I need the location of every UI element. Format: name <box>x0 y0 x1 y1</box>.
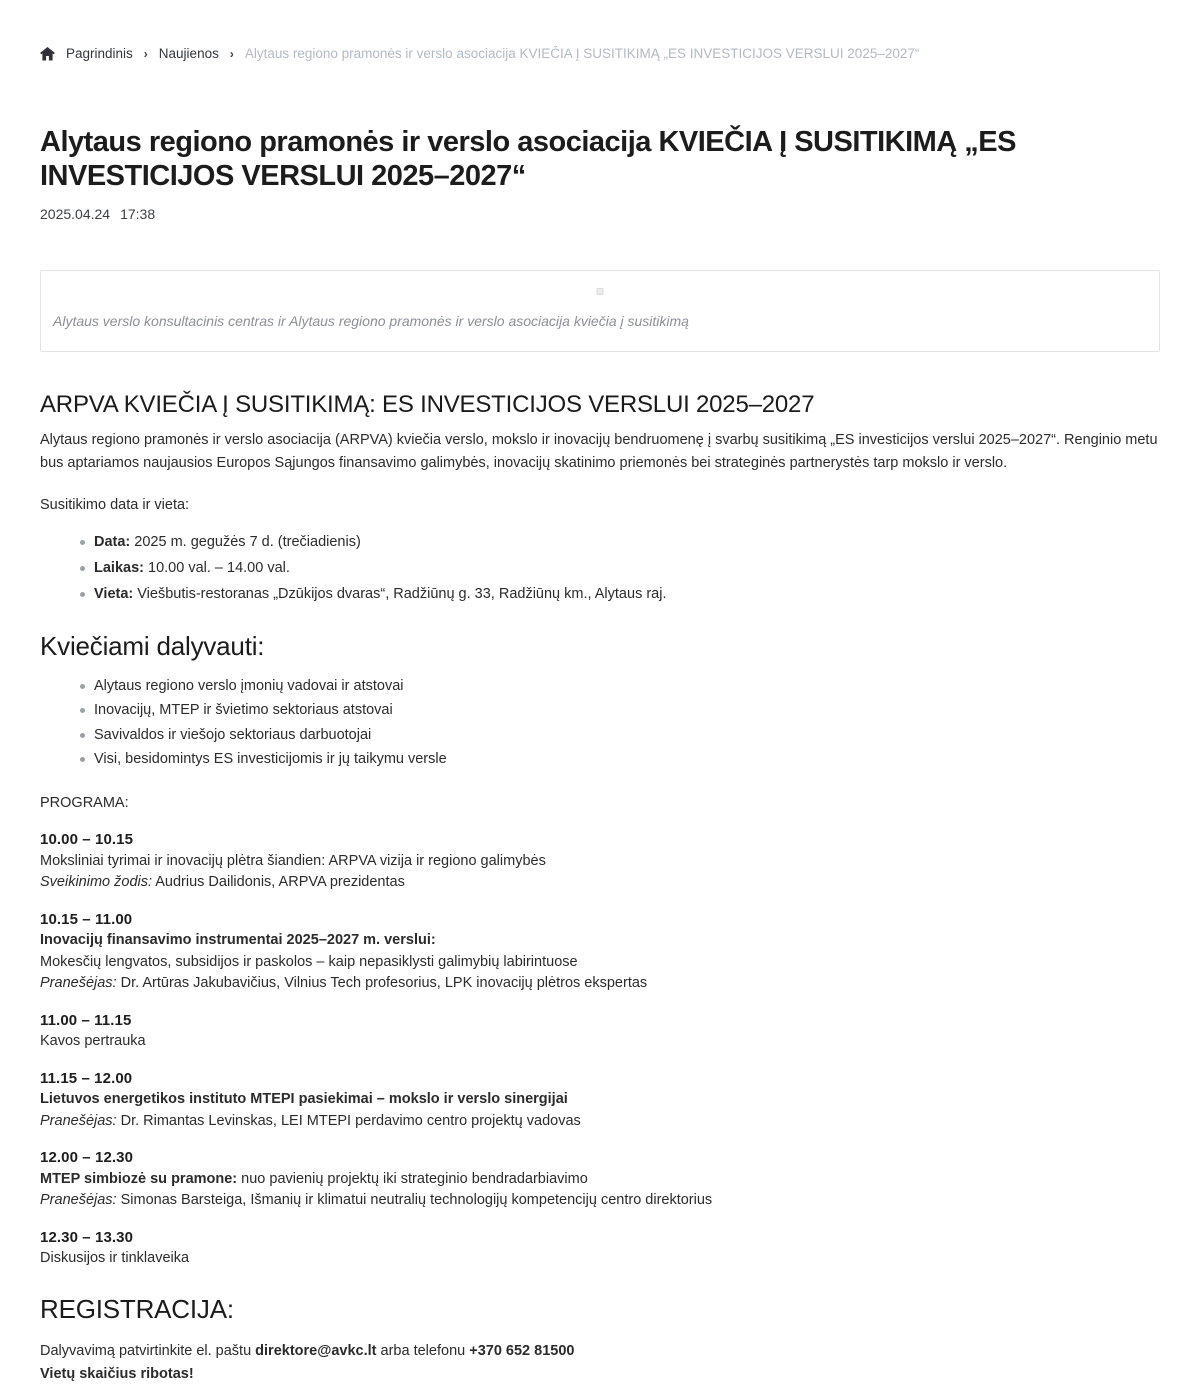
invited-heading: Kviečiami dalyvauti: <box>40 630 265 661</box>
registration-heading: REGISTRACIJA: <box>40 1293 234 1324</box>
text-segment: Pranešėjas: <box>40 1192 117 1208</box>
program-line <box>40 872 1160 894</box>
invited-list-item: Alytaus regiono verslo įmonių vadovai ir atstovai <box>94 674 1160 699</box>
meeting-details-list <box>40 529 1160 607</box>
program-block <box>40 1068 1160 1133</box>
breadcrumb-item-2[interactable]: Naujienos <box>158 46 219 61</box>
meeting-detail-label: Data: <box>94 533 131 550</box>
invited-list <box>40 674 1160 772</box>
intro-paragraph: Alytaus regiono pramonės ir verslo asociacija (ARPVA) kviečia verslo, mokslo ir inovacijų bendruomenę į svarbų susitikimą „ES investicijos verslui 2025–2027“. Renginio metu bus aptariamos naujausios Europos Sąjungos finansavimo galimybės, inovacijų skatinimo priemonės bei strateginės partnerystės tarp mokslo ir verslo. <box>40 432 1158 471</box>
section-heading-arpva: ARPVA KVIEČIA Į SUSITIKIMĄ: ES INVESTICIJOS VERSLUI 2025–2027 <box>40 391 815 418</box>
program-line <box>40 930 1160 952</box>
figure-caption: Alytaus verslo konsultacinis centras ir Alytaus regiono pramonės ir verslo asociacija kviečia į susitikimą <box>53 313 689 329</box>
program-block <box>40 1147 1160 1212</box>
program-block <box>40 1010 1160 1053</box>
breadcrumb-item-1[interactable]: Pagrindinis <box>66 46 133 61</box>
registration-note: Vietų skaičius ribotas! <box>40 1366 194 1382</box>
meeting-detail-item: Vieta: Viešbutis-restoranas „Dzūkijos dvaras“, Radžiūnų g. 33, Radžiūnų km., Alytaus raj. <box>94 581 1160 607</box>
program-line <box>40 1190 1160 1212</box>
program-block <box>40 829 1160 894</box>
text-segment: Pranešėjas: <box>40 1112 117 1129</box>
program-block <box>40 909 1160 995</box>
invited-list-item: Savivaldos ir viešojo sektoriaus darbuotojai <box>94 723 1160 748</box>
meeting-intro: Susitikimo data ir vieta: <box>40 497 190 513</box>
text-segment: Inovacijų finansavimo instrumentai 2025–2027 m. verslui: <box>40 932 436 948</box>
text-segment: arba telefonu <box>376 1342 470 1359</box>
article-figure <box>40 270 1160 352</box>
program-line <box>40 1111 1160 1133</box>
text-segment: Simonas Barsteiga, Išmanių ir klimatui neutralių technologijų kompetencijų centro direktorius <box>116 1192 713 1208</box>
registration-contact <box>40 1340 1160 1363</box>
program-line <box>40 973 1160 995</box>
program-time: 12.00 – 12.30 <box>40 1149 134 1166</box>
text-segment: Moksliniai tyrimai ir inovacijų plėtra šiandien: ARPVA vizija ir regiono galimybės <box>40 852 546 869</box>
text-segment: Lietuvos energetikos instituto MTEPI pasiekimai – mokslo ir verslo sinergijai <box>40 1091 568 1107</box>
article-meta <box>40 206 1160 222</box>
text-segment: Dr. Rimantas Levinskas, LEI MTEPI perdavimo centro projektų vadovas <box>116 1112 581 1129</box>
breadcrumb-separator: › <box>143 46 148 61</box>
text-segment: +370 652 81500 <box>469 1342 575 1359</box>
article-time: 17:38 <box>120 206 156 222</box>
program-label: PROGRAMA: <box>40 794 129 811</box>
text-segment: Pranešėjas: <box>40 975 117 991</box>
program-time: 10.00 – 10.15 <box>40 831 134 848</box>
text-segment: nuo pavienių projektų iki strateginio bendradarbiavimo <box>237 1170 588 1187</box>
broken-image-icon <box>597 288 604 295</box>
text-segment: Audrius Dailidonis, ARPVA prezidentas <box>152 874 405 890</box>
program-time: 11.00 – 11.15 <box>40 1011 132 1029</box>
breadcrumb-separator: › <box>229 46 234 61</box>
breadcrumb <box>40 46 1160 61</box>
text-segment: Kavos pertrauka <box>40 1033 146 1049</box>
program-line <box>40 851 1160 873</box>
program-time: 10.15 – 11.00 <box>40 910 133 928</box>
page-title: Alytaus regiono pramonės ir verslo asociacija KVIEČIA Į SUSITIKIMĄ „ES INVESTICIJOS VERSLUI 2025–2027“ <box>40 126 1016 192</box>
program-line <box>40 1031 1160 1053</box>
program-schedule <box>40 829 1160 1270</box>
program-block <box>40 1227 1160 1270</box>
text-segment: MTEP simbiozė su pramone: <box>40 1170 238 1187</box>
program-line <box>40 1248 1160 1270</box>
meeting-detail-label: Laikas: <box>94 559 144 576</box>
text-segment: Mokesčių lengvatos, subsidijos ir paskolos – kaip nepasiklysti galimybių labirintuose <box>40 953 578 970</box>
invited-list-item: Inovacijų, MTEP ir švietimo sektoriaus atstovai <box>94 698 1160 723</box>
article-date: 2025.04.24 <box>40 206 111 222</box>
text-segment: Dalyvavimą patvirtinkite el. paštu <box>40 1342 256 1359</box>
text-segment: Sveikinimo žodis: <box>40 874 153 890</box>
invited-list-item: Visi, besidomintys ES investicijomis ir jų taikymu versle <box>94 747 1160 772</box>
text-segment: direktore@avkc.lt <box>255 1342 377 1359</box>
home-icon[interactable] <box>40 47 55 61</box>
breadcrumb-item-3: Alytaus regiono pramonės ir verslo asociacija KVIEČIA Į SUSITIKIMĄ „ES INVESTICIJOS VERSLUI 2025–2027“ <box>244 46 920 61</box>
meeting-detail-item: Laikas: 10.00 val. – 14.00 val. <box>94 555 1160 581</box>
text-segment: Diskusijos ir tinklaveika <box>40 1250 190 1266</box>
program-line <box>40 952 1160 974</box>
program-line <box>40 1169 1160 1191</box>
meeting-detail-item: Data: 2025 m. gegužės 7 d. (trečiadienis) <box>94 529 1160 555</box>
meeting-detail-label: Vieta: <box>94 585 134 602</box>
program-time: 12.30 – 13.30 <box>40 1228 134 1246</box>
program-line <box>40 1089 1160 1111</box>
text-segment: Dr. Artūras Jakubavičius, Vilnius Tech profesorius, LPK inovacijų plėtros ekspertas <box>116 975 648 991</box>
program-time: 11.15 – 12.00 <box>40 1069 133 1087</box>
